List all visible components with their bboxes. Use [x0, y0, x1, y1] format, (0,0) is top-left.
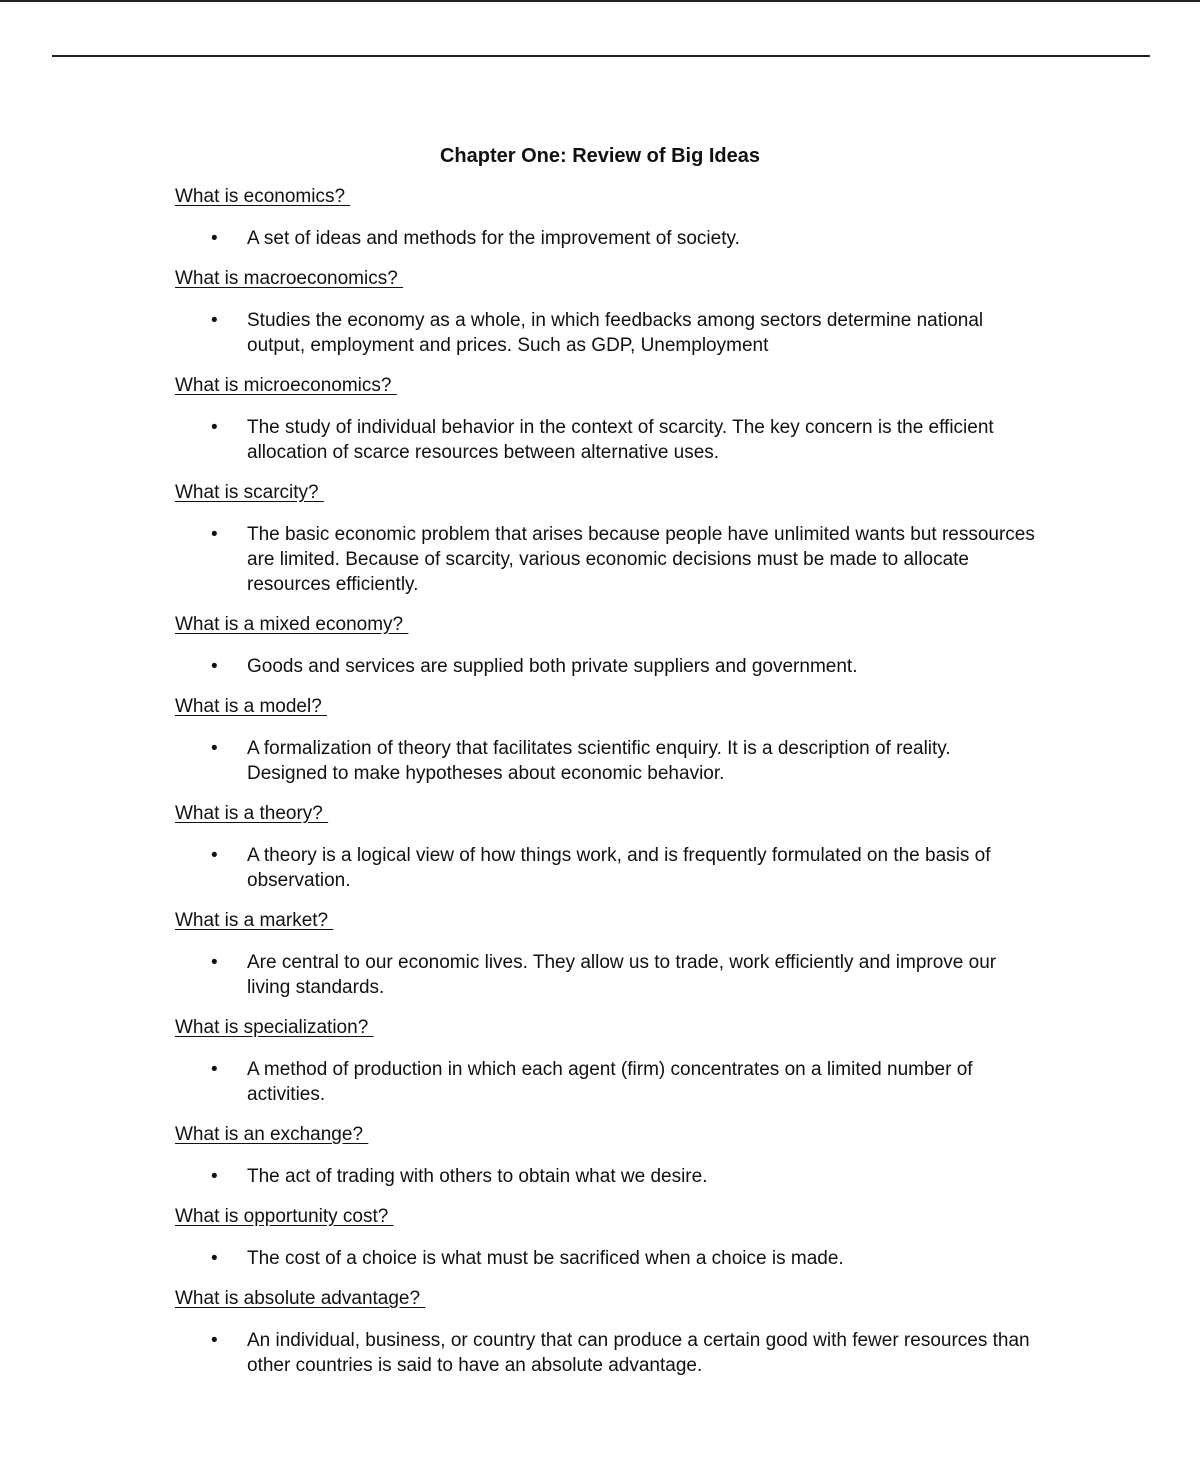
question-heading: What is scarcity? — [175, 482, 324, 503]
question-heading: What is a market? — [175, 910, 334, 931]
answer-list — [175, 654, 1035, 679]
question-heading: What is macroeconomics? — [175, 268, 404, 289]
bullet-icon: • — [211, 952, 218, 973]
bullet-icon: • — [211, 1330, 218, 1351]
bullet-icon: • — [211, 417, 218, 438]
answer-item — [175, 950, 1035, 1000]
section-microeconomics — [175, 373, 1035, 465]
bullet-icon: • — [211, 228, 218, 249]
section-exchange — [175, 1122, 1035, 1189]
answer-list — [175, 415, 1035, 465]
answer-item — [175, 1164, 1035, 1189]
question-heading: What is an exchange? — [175, 1124, 369, 1145]
answer-item — [175, 843, 1035, 893]
section-opportunity-cost — [175, 1204, 1035, 1271]
answer-text: The basic economic problem that arises because people have unlimited wants but ressources are limited. Because of scarcity, various economic decisions must be made to allocate resources efficiently. — [247, 524, 1035, 595]
bullet-icon: • — [211, 524, 218, 545]
answer-text: An individual, business, or country that can produce a certain good with fewer resources than other countries is said to have an absolute advantage. — [247, 1330, 1030, 1376]
section-mixed-economy — [175, 612, 1035, 679]
bullet-icon: • — [211, 845, 218, 866]
question-heading: What is absolute advantage? — [175, 1288, 426, 1309]
page-top-border — [0, 0, 1200, 2]
answer-text: The act of trading with others to obtain what we desire. — [247, 1166, 708, 1187]
header-rule — [52, 55, 1150, 57]
answer-list — [175, 1246, 1035, 1271]
answer-list — [175, 843, 1035, 893]
answer-item — [175, 736, 1035, 786]
section-theory — [175, 801, 1035, 893]
answer-text: A set of ideas and methods for the improvement of society. — [247, 228, 740, 249]
page-title: Chapter One: Review of Big Ideas — [439, 145, 761, 167]
bullet-icon: • — [211, 1166, 218, 1187]
answer-list — [175, 1057, 1035, 1107]
section-model — [175, 694, 1035, 786]
section-market — [175, 908, 1035, 1000]
answer-item — [175, 1246, 1035, 1271]
answer-text: Studies the economy as a whole, in which feedbacks among sectors determine national output, employment and prices. Such as GDP, Unemployment — [247, 310, 984, 356]
section-macroeconomics — [175, 266, 1035, 358]
answer-item — [175, 1328, 1035, 1378]
question-heading: What is specialization? — [175, 1017, 374, 1038]
question-heading: What is a model? — [175, 696, 328, 717]
answer-text: The cost of a choice is what must be sacrificed when a choice is made. — [247, 1248, 844, 1269]
answer-text: A theory is a logical view of how things work, and is frequently formulated on the basis of observation. — [247, 845, 991, 891]
question-heading: What is economics? — [175, 186, 351, 207]
answer-text: A method of production in which each agent (firm) concentrates on a limited number of activities. — [247, 1059, 973, 1105]
answer-list — [175, 736, 1035, 786]
question-heading: What is microeconomics? — [175, 375, 397, 396]
answer-item — [175, 308, 1035, 358]
answer-text: The study of individual behavior in the context of scarcity. The key concern is the efficient allocation of scarce resources between alternative uses. — [247, 417, 994, 463]
answer-item — [175, 226, 1035, 251]
section-economics — [175, 184, 1035, 251]
section-absolute-advantage — [175, 1286, 1035, 1378]
bullet-icon: • — [211, 738, 218, 759]
question-heading: What is opportunity cost? — [175, 1206, 394, 1227]
answer-list — [175, 226, 1035, 251]
answer-list — [175, 522, 1035, 597]
answer-list — [175, 308, 1035, 358]
section-specialization — [175, 1015, 1035, 1107]
section-scarcity — [175, 480, 1035, 597]
answer-item — [175, 522, 1035, 597]
bullet-icon: • — [211, 1059, 218, 1080]
document-body — [175, 184, 1035, 1393]
bullet-icon: • — [211, 656, 218, 677]
answer-text: Are central to our economic lives. They allow us to trade, work efficiently and improve our living standards. — [247, 952, 997, 998]
answer-list — [175, 950, 1035, 1000]
answer-item — [175, 654, 1035, 679]
question-heading: What is a theory? — [175, 803, 329, 824]
question-heading: What is a mixed economy? — [175, 614, 409, 635]
answer-list — [175, 1328, 1035, 1378]
answer-text: A formalization of theory that facilitates scientific enquiry. It is a description of reality. Designed to make hypotheses about economic behavior. — [247, 738, 951, 784]
answer-item — [175, 1057, 1035, 1107]
answer-text: Goods and services are supplied both private suppliers and government. — [247, 656, 858, 677]
bullet-icon: • — [211, 310, 218, 331]
bullet-icon: • — [211, 1248, 218, 1269]
answer-item — [175, 415, 1035, 465]
answer-list — [175, 1164, 1035, 1189]
